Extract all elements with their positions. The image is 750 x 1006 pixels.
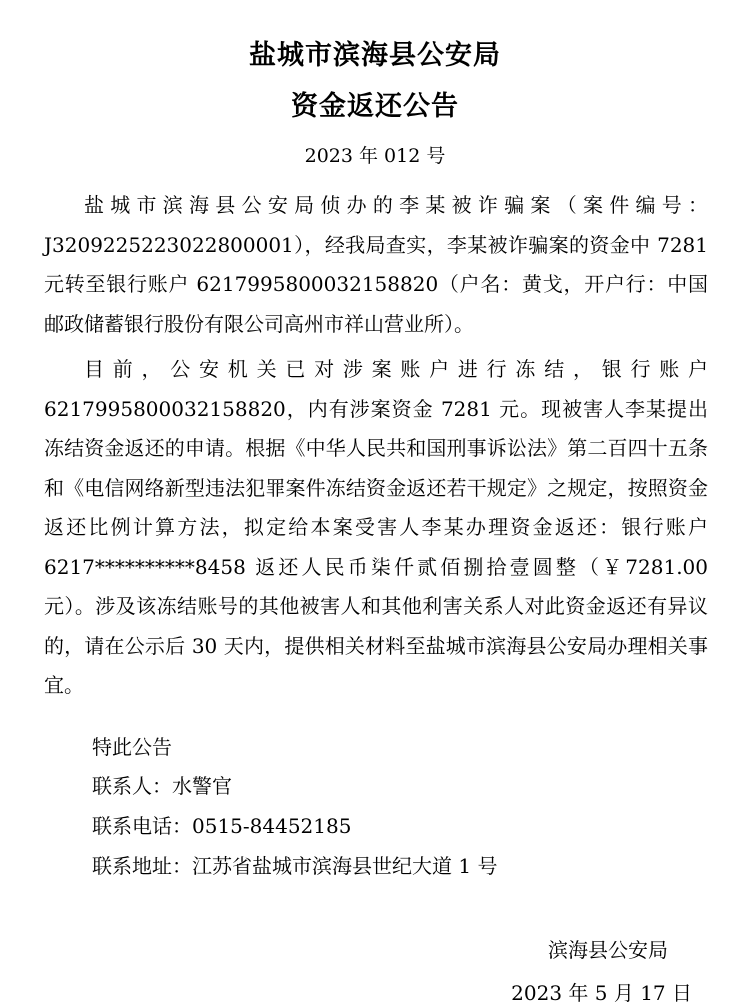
contact-address: 联系地址：江苏省盐城市滨海县世纪大道 1 号 xyxy=(92,854,498,878)
closing-notice: 特此公告 xyxy=(92,735,172,759)
body-paragraph-refund-details: 目前，公安机关已对涉案账户进行冻结，银行账户 6217995800032158820，内有涉案资金 7281 元。现被害人李某提出冻结资金返还的申请。根据《中华人民共和国刑事诉讼法》第二百四十五条和《电信网络新型违法犯罪案件冻结资金返还若干规定》之规定，按照资金返还比例计算方法，拟定给本案受害人李某办理资金返还：银行账户 6217**********8458 返还人民币柒仟贰佰捌拾壹圆整（￥7281.00 元）。涉及该冻结账号的其他被害人和其他利害关系人对此资金返还有异议的，请在公示后 30 天内，提供相关材料至盐城市滨海县公安局办理相关事宜。 xyxy=(44,357,708,697)
contact-phone: 联系电话：0515-84452185 xyxy=(92,814,352,838)
document-subtitle: 资金返还公告 xyxy=(291,91,459,122)
body-paragraph-case-details: 盐城市滨海县公安局侦办的李某被诈骗案（案件编号：J3209225223022800001），经我局查实，李某被诈骗案的资金中 7281 元转至银行账户 6217995800032158820（户名：黄戈，开户行：中国邮政储蓄银行股份有限公司高州市祥山营业所）。 xyxy=(44,193,708,336)
contact-person: 联系人：水警官 xyxy=(92,774,232,798)
document-number: 2023 年 012 号 xyxy=(304,145,446,167)
signature-date: 2023 年 5 月 17 日 xyxy=(511,981,692,1005)
signature-issuer: 滨海县公安局 xyxy=(548,938,668,962)
document-title: 盐城市滨海县公安局 xyxy=(249,40,501,71)
